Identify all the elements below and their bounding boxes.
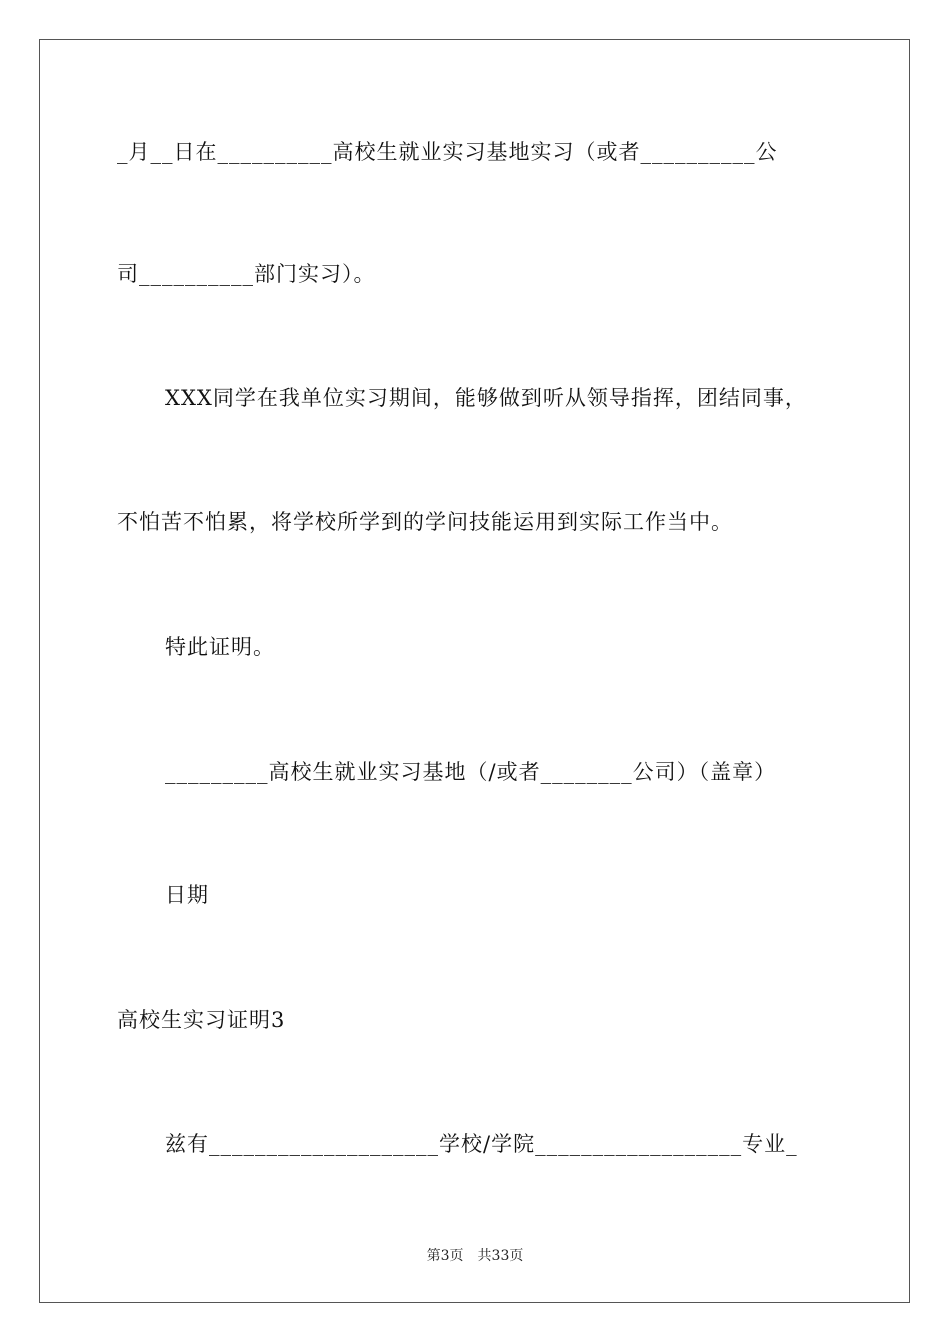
text-line-1: _月__日在__________高校生就业实习基地实习（或者__________公: [117, 140, 778, 164]
text-line-9: 兹有____________________学校/学院__________________专业_: [165, 1132, 798, 1156]
text-line-2: 司__________部门实习）。: [117, 262, 376, 286]
text-line-7: 日期: [165, 883, 209, 907]
page-frame: [39, 39, 910, 1303]
text-line-6: _________高校生就业实习基地（/或者________公司）（盖章）: [165, 760, 777, 784]
text-line-4: 不怕苦不怕累，将学校所学到的学问技能运用到实际工作当中。: [117, 510, 733, 534]
text-line-5: 特此证明。: [165, 635, 275, 659]
section-heading: 高校生实习证明3: [117, 1008, 286, 1032]
page-number-footer: 第3页 共33页: [426, 1248, 524, 1264]
text-line-3: XXX同学在我单位实习期间，能够做到听从领导指挥，团结同事，: [165, 386, 807, 410]
